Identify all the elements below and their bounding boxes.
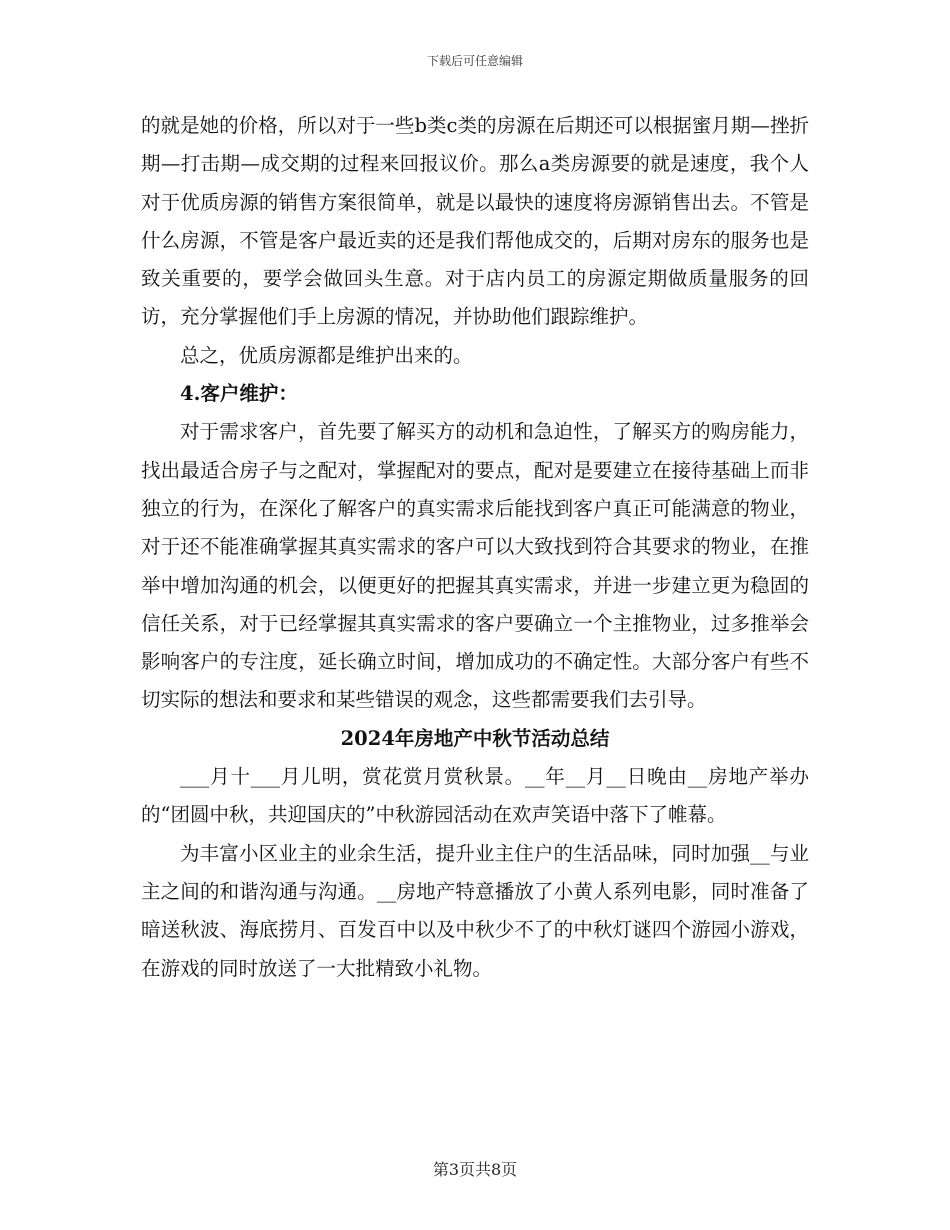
- paragraph-customer-maintenance: 对于需求客户，首先要了解买方的动机和急迫性，了解买方的购房能力，找出最适合房子与之配对，掌握配对的要点，配对是要建立在接待基础上而非独立的行为，在深化了解客户的真实需求后能找到客户真正可能满意的物业，对于还不能准确掌握其真实需求的客户可以大致找到符合其要求的物业，在推举中增加沟通的机会，以便更好的把握其真实需求，并进一步建立更为稳固的信任关系，对于已经掌握其真实需求的客户要确立一个主推物业，过多推举会影响客户的专注度，延长确立时间，增加成功的不确定性。大部分客户有些不切实际的想法和要求和某些错误的观念，这些都需要我们去引导。: [141, 420, 809, 712]
- paragraph-event-intro: ___月十___月儿明，赏花赏月赏秋景。__年__月__日晚由__房地产举办的“团圆中秋，共迎国庆的”中秋游园活动在欢声笑语中落下了帷幕。: [141, 765, 809, 827]
- page-number: 第3页共8页: [432, 1160, 518, 1179]
- page-header: 下载后可任意编辑: [426, 54, 523, 68]
- paragraph-housing-source: 的就是她的价格，所以对于一些b类c类的房源在后期还可以根据蜜月期—挫折期—打击期—成交期的过程来回报议价。那么a类房源要的就是速度，我个人对于优质房源的销售方案很简单，就是以最快的速度将房源销售出去。不管是什么房源，不管是客户最近卖的还是我们帮他成交的，后期对房东的服务也是致关重要的，要学会做回头生意。对于店内员工的房源定期做质量服务的回访，充分掌握他们手上房源的情况，并协助他们跟踪维护。: [141, 114, 809, 329]
- section-title: 2024年房地产中秋节活动总结: [340, 726, 610, 750]
- paragraph-summary: 总之，优质房源都是维护出来的。: [180, 343, 473, 367]
- heading-customer-maintenance: 4.客户维护：: [180, 382, 298, 406]
- document-body: [141, 107, 809, 988]
- paragraph-event-details: 为丰富小区业主的业余生活，提升业主住户的生活品味，同时加强__与业主之间的和谐沟通与沟通。__房地产特意播放了小黄人系列电影，同时准备了暗送秋波、海底捞月、百发百中以及中秋少不了的中秋灯谜四个游园小游戏，在游戏的同时放送了一大批精致小礼物。: [141, 841, 809, 980]
